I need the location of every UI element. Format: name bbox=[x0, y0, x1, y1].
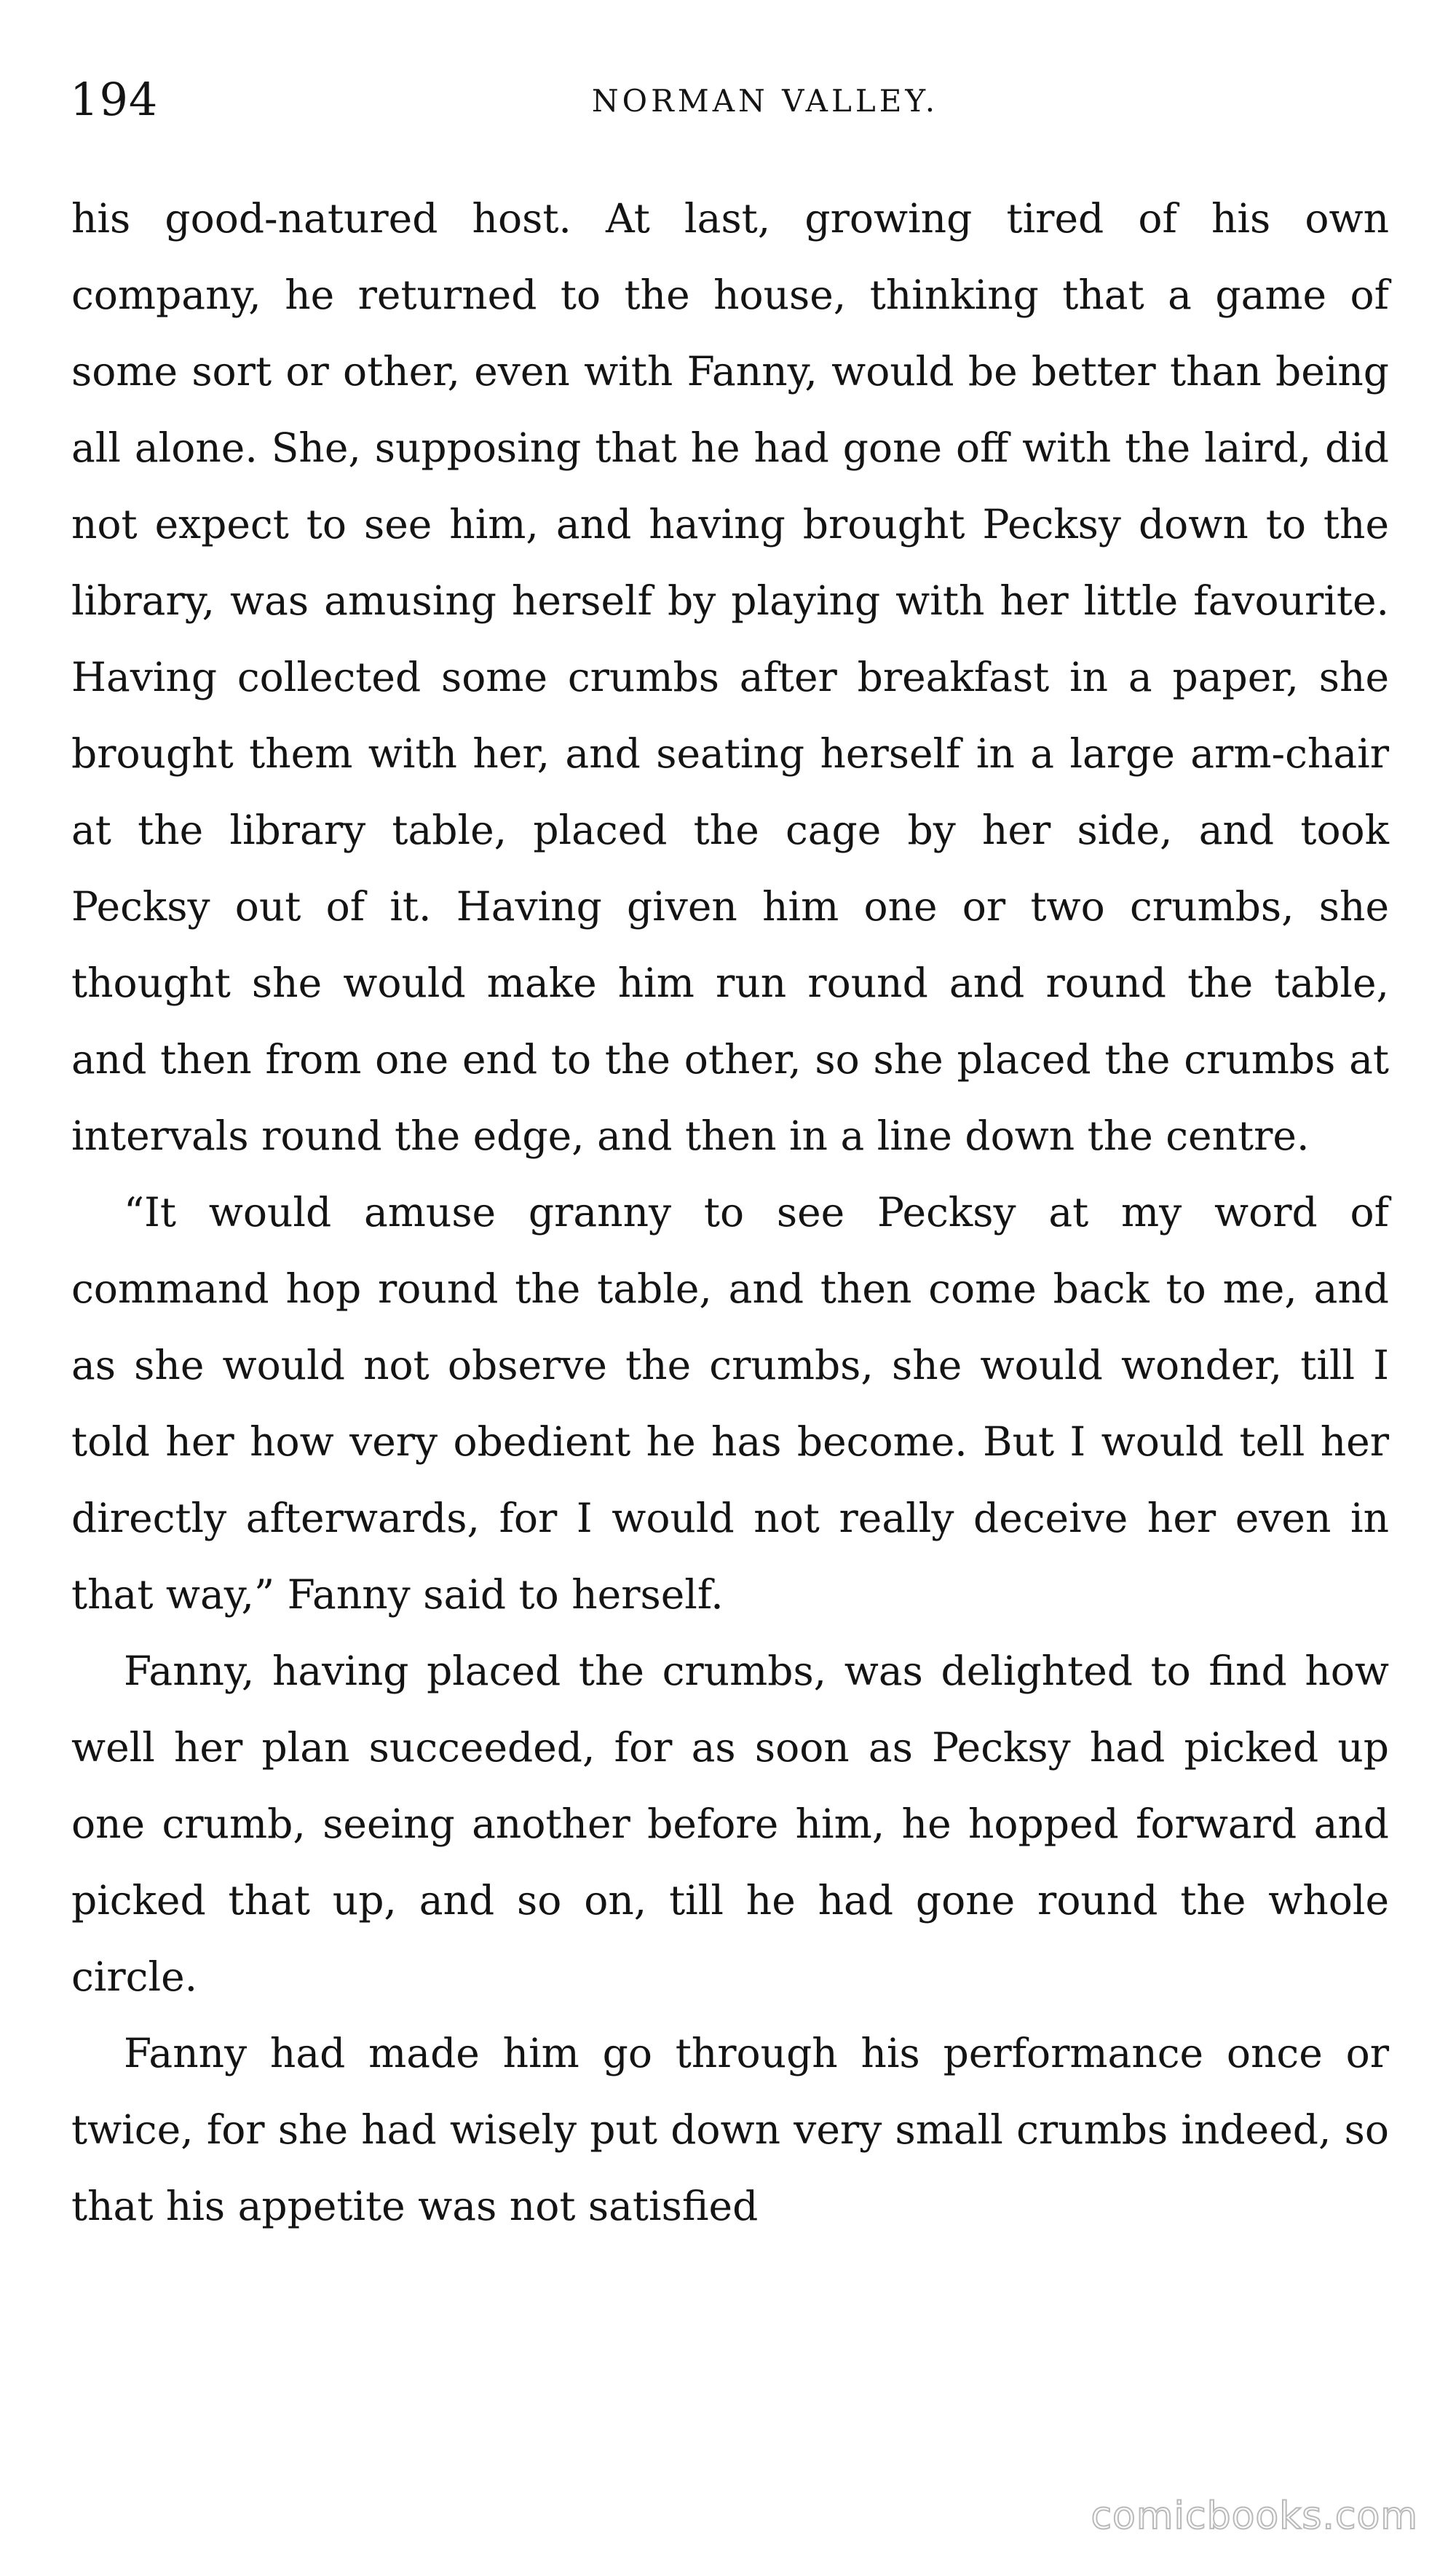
paragraph-3: Fanny, having placed the crumbs, was delighted to find how well her plan succeeded, for as soon as Pecksy had picked up one crumb, seeing another before him, he hopped forward and picked that up, and so on, till he had gone round the whole circle. bbox=[71, 1648, 1389, 2000]
paragraph-2: “It would amuse granny to see Pecksy at my word of command hop round the table, and then come back to me, and as she would not observe the crumbs, she would wonder, till I told her how very obedient he has become. But I would tell her directly afterwards, for I would not really deceive her even in that way,” Fanny said to herself. bbox=[71, 1189, 1389, 1618]
running-head: NORMAN VALLEY. bbox=[591, 83, 939, 119]
paragraph-4: Fanny had made him go through his performance once or twice, for she had wisely put down very small crumbs indeed, so that his appetite was not satisfied bbox=[71, 2030, 1389, 2229]
watermark: comicbooks.com bbox=[1091, 2494, 1418, 2538]
body-text bbox=[71, 181, 1389, 2245]
page-header bbox=[70, 67, 1402, 133]
paragraph-1: his good-natured host. At last, growing tired of his own company, he returned to the house, thinking that a game of some sort or other, even with Fanny, would be better than being all alone. She, supposing that he had gone off with the laird, did not expect to see him, and having brought Pecksy down to the library, was amusing herself by playing with her little favourite. Having collected some crumbs after breakfast in a paper, she brought them with her, and seating herself in a large arm-chair at the library table, placed the cage by her side, and took Pecksy out of it. Having given him one or two crumbs, she thought she would make him run round and round the table, and then from one end to the other, so she placed the crumbs at intervals round the edge, and then in a line down the centre. bbox=[71, 195, 1389, 1159]
page-number: 194 bbox=[70, 73, 159, 126]
